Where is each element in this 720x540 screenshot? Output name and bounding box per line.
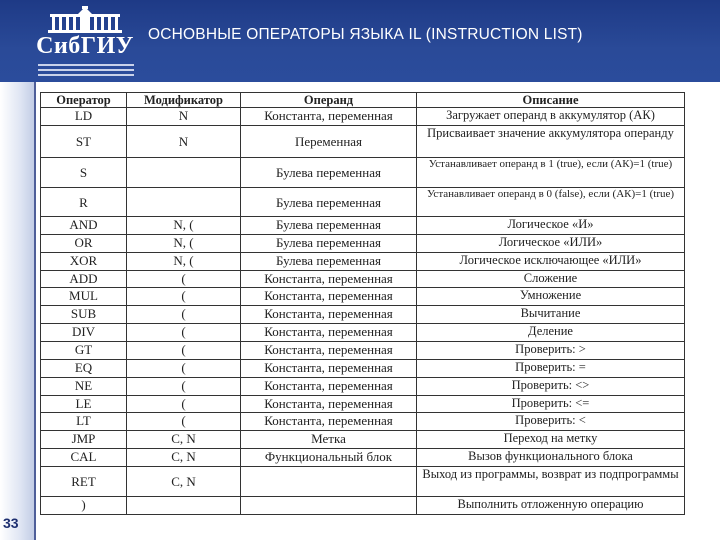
- header-description: Описание: [417, 93, 685, 108]
- operand-cell: Переменная: [241, 126, 417, 158]
- description-cell: Логическое «И»: [417, 217, 685, 235]
- table-row: [41, 126, 685, 158]
- modifier-cell: [127, 188, 241, 217]
- modifier-cell: (: [127, 359, 241, 377]
- table-row: [41, 217, 685, 235]
- operand-cell: Булева переменная: [241, 217, 417, 235]
- left-decor-bar: [0, 82, 34, 540]
- slide-header: [0, 0, 720, 82]
- operator-cell: MUL: [41, 288, 127, 306]
- modifier-cell: (: [127, 413, 241, 431]
- description-cell: Умножение: [417, 288, 685, 306]
- operand-cell: Константа, переменная: [241, 395, 417, 413]
- operator-cell: EQ: [41, 359, 127, 377]
- slide-number: 33: [3, 515, 19, 531]
- modifier-cell: (: [127, 306, 241, 324]
- operand-cell: Булева переменная: [241, 158, 417, 188]
- operator-cell: AND: [41, 217, 127, 235]
- description-cell: Вызов функционального блока: [417, 449, 685, 467]
- description-cell: Проверить: <>: [417, 377, 685, 395]
- table-row: [41, 413, 685, 431]
- operator-cell: R: [41, 188, 127, 217]
- description-cell: Выход из программы, возврат из подпрограммы: [417, 467, 685, 497]
- operand-cell: Константа, переменная: [241, 324, 417, 342]
- table-row: [41, 467, 685, 497]
- table-row: [41, 108, 685, 126]
- table-row: [41, 306, 685, 324]
- table-row: [41, 288, 685, 306]
- table-header-row: [41, 93, 685, 108]
- description-cell: Проверить: =: [417, 359, 685, 377]
- table-row: [41, 234, 685, 252]
- operand-cell: Булева переменная: [241, 234, 417, 252]
- operand-cell: [241, 497, 417, 515]
- modifier-cell: C, N: [127, 449, 241, 467]
- table-row: [41, 497, 685, 515]
- description-cell: Выполнить отложенную операцию: [417, 497, 685, 515]
- table-row: [41, 252, 685, 270]
- header-operator: Оператор: [41, 93, 127, 108]
- modifier-cell: C, N: [127, 431, 241, 449]
- description-cell: Проверить: <=: [417, 395, 685, 413]
- operand-cell: Булева переменная: [241, 188, 417, 217]
- modifier-cell: N: [127, 126, 241, 158]
- operator-cell: XOR: [41, 252, 127, 270]
- description-cell: Устанавливает операнд в 0 (false), если (АК)=1 (true): [417, 188, 685, 217]
- modifier-cell: (: [127, 342, 241, 360]
- modifier-cell: N: [127, 108, 241, 126]
- university-logo: [34, 6, 136, 76]
- description-cell: Деление: [417, 324, 685, 342]
- operand-cell: Константа, переменная: [241, 377, 417, 395]
- operator-cell: LD: [41, 108, 127, 126]
- modifier-cell: C, N: [127, 467, 241, 497]
- table-row: [41, 324, 685, 342]
- operand-cell: Константа, переменная: [241, 359, 417, 377]
- modifier-cell: N, (: [127, 217, 241, 235]
- operator-cell: GT: [41, 342, 127, 360]
- operand-cell: Функциональный блок: [241, 449, 417, 467]
- operator-cell: LE: [41, 395, 127, 413]
- operator-cell: DIV: [41, 324, 127, 342]
- modifier-cell: [127, 497, 241, 515]
- building-icon: [46, 6, 124, 34]
- operators-table: [40, 92, 685, 515]
- operator-cell: S: [41, 158, 127, 188]
- slide-title: ОСНОВНЫЕ ОПЕРАТОРЫ ЯЗЫКА IL (INSTRUCTION LIST): [148, 26, 583, 43]
- operand-cell: Константа, переменная: [241, 108, 417, 126]
- description-cell: Присваивает значение аккумулятора операнду: [417, 126, 685, 158]
- modifier-cell: (: [127, 324, 241, 342]
- description-cell: Логическое исключающее «ИЛИ»: [417, 252, 685, 270]
- description-cell: Логическое «ИЛИ»: [417, 234, 685, 252]
- operand-cell: Константа, переменная: [241, 413, 417, 431]
- header-modifier: Модификатор: [127, 93, 241, 108]
- table-row: [41, 431, 685, 449]
- table-row: [41, 359, 685, 377]
- modifier-cell: (: [127, 377, 241, 395]
- operand-cell: Константа, переменная: [241, 270, 417, 288]
- modifier-cell: [127, 158, 241, 188]
- description-cell: Переход на метку: [417, 431, 685, 449]
- operand-cell: [241, 467, 417, 497]
- operator-cell: CAL: [41, 449, 127, 467]
- operand-cell: Константа, переменная: [241, 306, 417, 324]
- description-cell: Сложение: [417, 270, 685, 288]
- operator-cell: ST: [41, 126, 127, 158]
- operator-cell: ADD: [41, 270, 127, 288]
- logo-subtitle-lines: [38, 61, 134, 75]
- modifier-cell: (: [127, 288, 241, 306]
- table-row: [41, 395, 685, 413]
- operator-cell: RET: [41, 467, 127, 497]
- table-row: [41, 270, 685, 288]
- table-row: [41, 342, 685, 360]
- logo-text: СибГИУ: [36, 33, 134, 59]
- operand-cell: Константа, переменная: [241, 342, 417, 360]
- operator-cell: NE: [41, 377, 127, 395]
- table-row: [41, 188, 685, 217]
- modifier-cell: N, (: [127, 234, 241, 252]
- modifier-cell: (: [127, 270, 241, 288]
- description-cell: Проверить: <: [417, 413, 685, 431]
- header-operand: Операнд: [241, 93, 417, 108]
- table-row: [41, 449, 685, 467]
- description-cell: Вычитание: [417, 306, 685, 324]
- operator-cell: LT: [41, 413, 127, 431]
- description-cell: Устанавливает операнд в 1 (true), если (АК)=1 (true): [417, 158, 685, 188]
- modifier-cell: (: [127, 395, 241, 413]
- operand-cell: Константа, переменная: [241, 288, 417, 306]
- operand-cell: Метка: [241, 431, 417, 449]
- operator-cell: SUB: [41, 306, 127, 324]
- operator-cell: JMP: [41, 431, 127, 449]
- operand-cell: Булева переменная: [241, 252, 417, 270]
- description-cell: Загружает операнд в аккумулятор (АК): [417, 108, 685, 126]
- table-row: [41, 377, 685, 395]
- operator-cell: OR: [41, 234, 127, 252]
- left-divider: [34, 82, 36, 540]
- operator-cell: ): [41, 497, 127, 515]
- modifier-cell: N, (: [127, 252, 241, 270]
- table-row: [41, 158, 685, 188]
- description-cell: Проверить: >: [417, 342, 685, 360]
